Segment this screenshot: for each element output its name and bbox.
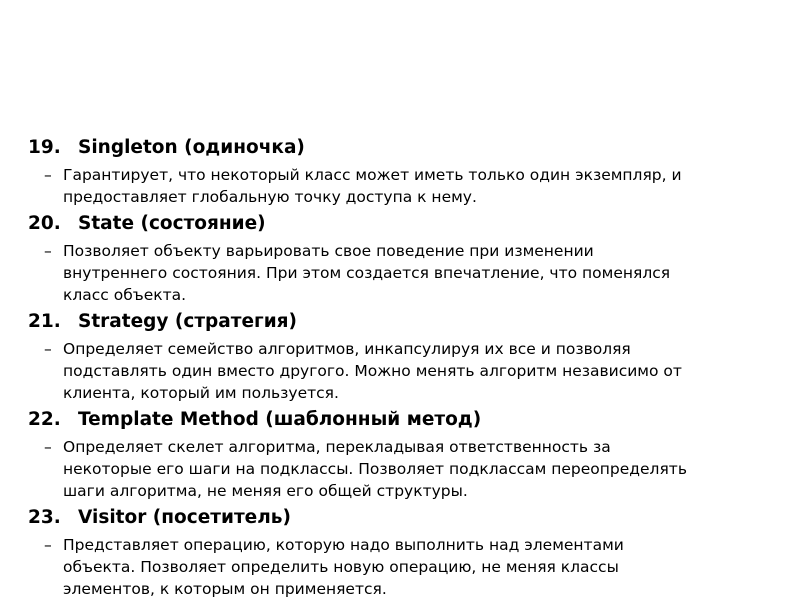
description-line: элементов, к которым он применяется. (63, 580, 387, 598)
item-number: 21. (28, 311, 61, 332)
description-line: Определяет семейство алгоритмов, инкапсулируя их все и позволяя (63, 340, 631, 358)
description-line: внутреннего состояния. При этом создается впечатление, что поменялся (63, 264, 671, 282)
description-line: подставлять один вместо другого. Можно менять алгоритм независимо от (63, 362, 682, 380)
description-line: Представляет операцию, которую надо выполнить над элементами (63, 536, 624, 554)
description-line: Определяет скелет алгоритма, перекладывая ответственность за (63, 438, 611, 456)
description-line: предоставляет глобальную точку доступа к нему. (63, 188, 477, 206)
item-heading (28, 506, 798, 530)
item-description (28, 436, 798, 502)
description-line: объекта. Позволяет определить новую операцию, не меняя классы (63, 558, 619, 576)
item-title: Visitor (посетитель) (78, 507, 291, 528)
item-title: State (состояние) (78, 213, 266, 234)
dash-bullet: – (44, 166, 52, 184)
item-number: 22. (28, 409, 61, 430)
item-title: Template Method (шаблонный метод) (78, 409, 482, 430)
item-number: 23. (28, 507, 61, 528)
pattern-list (28, 136, 798, 604)
description-line: Гарантирует, что некоторый класс может иметь только один экземпляр, и (63, 166, 682, 184)
dash-bullet: – (44, 242, 52, 260)
list-item-strategy (28, 310, 798, 404)
item-title: Strategy (стратегия) (78, 311, 298, 332)
dash-bullet: – (44, 536, 52, 554)
item-description (28, 240, 798, 306)
list-item-singleton (28, 136, 798, 208)
item-title: Singleton (одиночка) (78, 137, 305, 158)
item-description (28, 534, 798, 600)
dash-bullet: – (44, 340, 52, 358)
item-heading (28, 408, 798, 432)
item-heading (28, 310, 798, 334)
item-description (28, 164, 798, 208)
description-line: некоторые его шаги на подклассы. Позволяет подклассам переопределять (63, 460, 687, 478)
description-line: Позволяет объекту варьировать свое поведение при изменении (63, 242, 594, 260)
list-item-state (28, 212, 798, 306)
item-number: 20. (28, 213, 61, 234)
item-heading (28, 136, 798, 160)
description-line: шаги алгоритма, не меняя его общей структуры. (63, 482, 468, 500)
item-heading (28, 212, 798, 236)
list-item-visitor (28, 506, 798, 600)
dash-bullet: – (44, 438, 52, 456)
description-line: класс объекта. (63, 286, 187, 304)
item-description (28, 338, 798, 404)
item-number: 19. (28, 137, 61, 158)
list-item-template-method (28, 408, 798, 502)
description-line: клиента, который им пользуется. (63, 384, 339, 402)
